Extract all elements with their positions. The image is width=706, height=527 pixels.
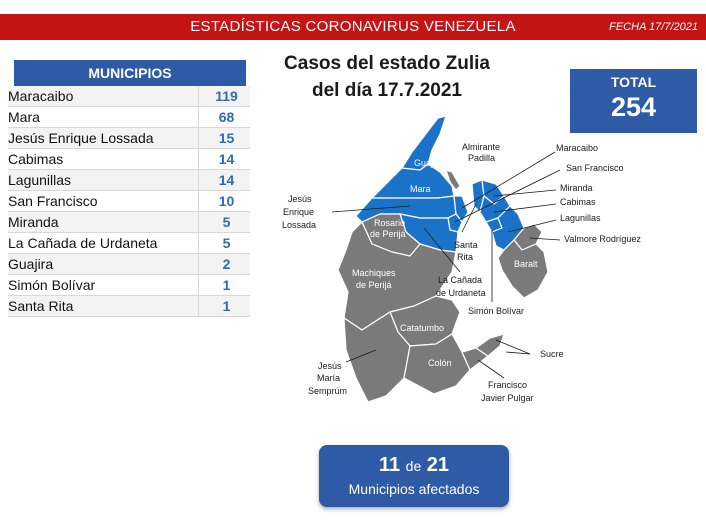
map-label-guajira: Guajira [414,158,444,168]
map-title-line2: del día 17.7.2021 [312,80,462,101]
row-name: Guajira [8,256,54,272]
row-name: La Cañada de Urdaneta [8,235,158,251]
map-label-fjp-2: Javier Pulgar [481,393,534,403]
affected-summary-box [319,445,509,507]
affected-count-line [319,454,509,477]
map-label-mara: Mara [410,184,431,194]
map-label-machiques-1: Machiques [352,268,396,278]
affected-count: 11 [378,454,401,476]
row-value: 2 [198,254,254,275]
map-label-jms-2: María [317,373,341,383]
row-value: 15 [198,128,254,149]
map-label-cabimas: Cabimas [560,197,596,207]
map-label-catatumbo: Catatumbo [400,323,445,333]
row-name: Maracaibo [8,88,74,104]
map-label-san-francisco: San Francisco [566,163,624,173]
map-label-almirante-1: Almirante [462,142,501,152]
map-label-jel-2: Enrique [283,207,315,217]
row-value: 1 [198,275,254,296]
map-label-almirante-2: Padilla [468,153,496,163]
header-date: FECHA 17/7/2021 [609,21,698,33]
map-label-miranda: Miranda [560,183,593,193]
row-value: 5 [198,233,254,254]
map-label-jms-3: Semprúm [308,386,348,396]
map-label-santa-rita-2: Rita [457,252,474,262]
row-name: Miranda [8,214,59,230]
map-label-valmore-rodriguez: Valmore Rodríguez [564,234,641,244]
row-name: Santa Rita [8,298,74,314]
row-name: Jesús Enrique Lossada [8,130,154,146]
map-label-rosario-1: Rosario [374,218,406,228]
row-value: 14 [198,170,254,191]
row-name: Lagunillas [8,172,72,188]
row-name: Mara [8,109,40,125]
row-name: Simón Bolívar [8,277,96,293]
row-name: Cabimas [8,151,64,167]
row-value: 10 [198,191,254,212]
leader-line-miranda [494,190,556,196]
row-value: 68 [198,107,254,128]
map-label-sucre: Sucre [540,349,564,359]
map-label-canada-2: de Urdaneta [436,288,486,298]
map-label-machiques-2: de Perijá [356,280,392,290]
map-label-jel-1: Jesús [288,194,312,204]
row-name: San Francisco [8,193,98,209]
leader-line-sucre-a [496,340,530,354]
map-label-baralt: Baralt [514,259,538,269]
total-municipalities: 21 [426,454,450,476]
map-label-simon-bolivar: Simón Bolívar [468,306,525,316]
map-label-rosario-2: de Perijá [370,229,406,239]
table-heading: MUNICIPIOS [14,60,246,86]
total-label: TOTAL [610,74,657,90]
affected-connector: de [405,458,422,474]
map-label-lagunillas: Lagunillas [560,213,601,223]
row-value: 5 [198,212,254,233]
row-value: 14 [198,149,254,170]
row-value: 1 [198,296,254,317]
map-label-jel-3: Lossada [282,220,317,230]
row-value: 119 [198,86,254,107]
map-label-colon: Colón [428,358,452,368]
total-value: 254 [610,92,657,122]
affected-caption: Municipios afectados [348,481,480,497]
map-label-jms-1: Jesús [318,361,342,371]
map-title-line1: Casos del estado Zulia [284,53,490,74]
leader-line-francisco-javier-pulgar [478,360,504,378]
map-label-canada-1: La Cañada [438,275,483,285]
header-title: ESTADÍSTICAS CORONAVIRUS VENEZUELA [190,18,516,35]
map-label-santa-rita-1: Santa [454,240,478,250]
map-label-fjp-1: Francisco [488,380,528,390]
map-label-maracaibo: Maracaibo [556,143,599,153]
